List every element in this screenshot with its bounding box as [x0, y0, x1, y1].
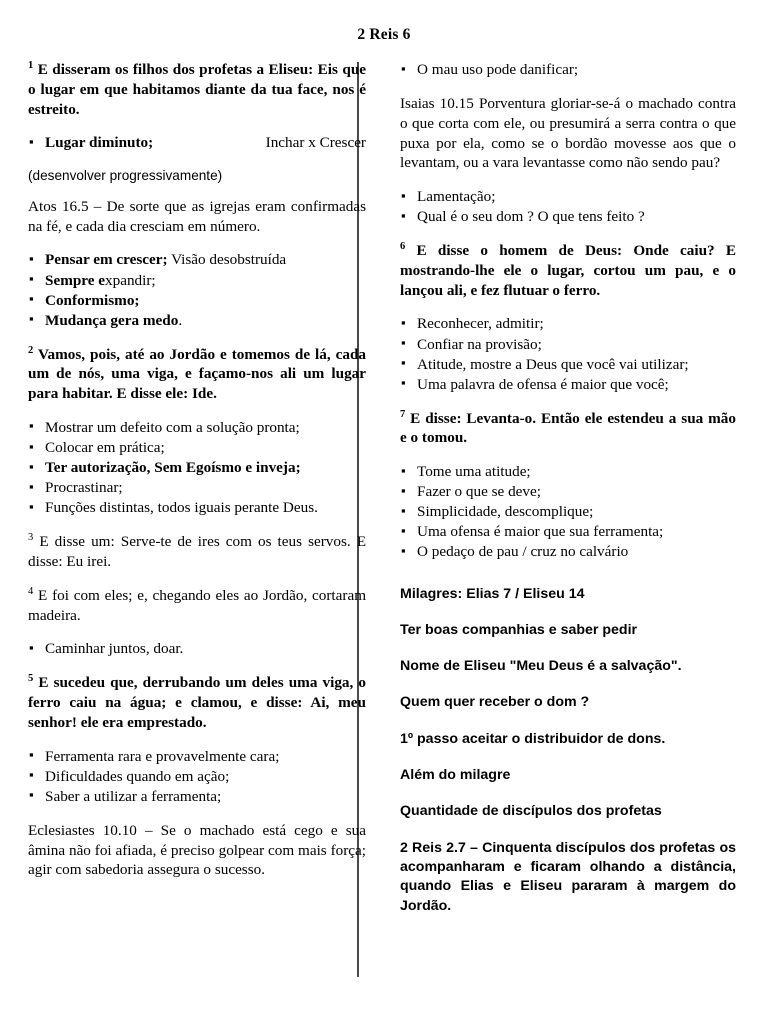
note-line: 1º passo aceitar o distribuidor de dons. — [400, 730, 666, 747]
list-item — [28, 291, 366, 311]
bullet-list-top — [400, 60, 736, 80]
list-item — [28, 639, 366, 659]
bullet-regular-text: Tome uma atitude; — [417, 463, 531, 481]
note-line: Além do milagre — [400, 767, 511, 784]
bullet-lugar-regular: Inchar x Crescer — [265, 134, 366, 152]
bullet-regular-text: Confiar na provisão; — [417, 335, 542, 353]
bullet-list-lugar — [28, 133, 366, 153]
list-item — [400, 482, 736, 502]
note-line: Ter boas companhias e saber pedir — [400, 621, 638, 638]
list-item — [28, 498, 366, 518]
note-line: Milagres: Elias 7 / Eliseu 14 — [400, 585, 585, 602]
page-title: 2 Reis 6 — [357, 26, 411, 43]
bullet-regular-text: Uma ofensa é maior que sua ferramenta; — [417, 523, 664, 541]
verse-3 — [28, 532, 366, 572]
note-line: Nome de Eliseu "Meu Deus é a salvação". — [400, 658, 682, 675]
verse-2 — [28, 345, 366, 404]
list-item — [28, 747, 366, 767]
left-column — [28, 60, 380, 894]
list-item — [400, 462, 736, 482]
verse-3-number: 3 — [28, 532, 34, 544]
bullet-regular-text: . — [178, 311, 183, 329]
list-item — [28, 458, 366, 478]
verse-3-text: E disse um: Serve-te de ires com os teus servos. E disse: Eu irei. — [28, 533, 367, 571]
bullet-list-verse5 — [28, 747, 366, 807]
bullet-regular-text: Visão desobstruída — [171, 251, 287, 269]
bullet-list-crescer — [28, 250, 366, 330]
bullet-list-verse4 — [28, 639, 366, 659]
bullet-regular-text: Dificuldades quando em ação; — [45, 767, 230, 785]
bullet-regular-text: Reconhecer, admitir; — [417, 315, 544, 333]
bullet-regular-text: O mau uso pode danificar; — [417, 61, 579, 78]
bullet-regular-text: Caminhar juntos, doar. — [45, 640, 184, 658]
atos-quote: Atos 16.5 – De sorte que as igrejas eram confirmadas na fé, e cada dia cresciam em número. — [28, 197, 366, 235]
verse-7 — [400, 409, 736, 449]
bullet-bold-text: Conformismo; — [45, 291, 140, 309]
bullet-list-verse2 — [28, 418, 366, 518]
list-item — [400, 355, 736, 375]
list-item — [400, 314, 736, 334]
verse-5 — [28, 673, 366, 732]
list-item — [28, 311, 366, 331]
bullet-regular-text: O pedaço de pau / cruz no calvário — [417, 543, 629, 561]
list-item — [400, 375, 736, 395]
bullet-bold-text: Mudança gera medo — [45, 311, 179, 329]
right-column — [380, 60, 736, 916]
bullet-regular-text: Funções distintas, todos iguais perante Deus. — [45, 499, 318, 517]
list-item — [400, 60, 736, 80]
verse-7-number: 7 — [400, 408, 406, 420]
bullet-bold-text: Pensar em crescer; — [45, 251, 168, 269]
note-line: Quem quer receber o dom ? — [400, 694, 590, 711]
bullet-regular-text: Uma palavra de ofensa é maior que você; — [417, 375, 669, 393]
verse-6 — [400, 241, 736, 300]
bullet-regular-text: Fazer o que se deve; — [417, 483, 541, 501]
bullet-regular-text: Simplicidade, descomplique; — [417, 503, 594, 521]
verse-5-number: 5 — [28, 673, 34, 685]
list-item — [28, 418, 366, 438]
bullet-regular-text: Procrastinar; — [45, 479, 123, 497]
bullet-regular-text: Colocar em prática; — [45, 439, 165, 457]
verse-6-text: E disse o homem de Deus: Onde caiu? E mostrando-lhe ele o lugar, cortou um pau, e o lançou ali, e fez flutuar o ferro. — [400, 242, 736, 299]
list-item — [28, 133, 366, 153]
list-item — [400, 522, 736, 542]
bullet-lugar-note: (desenvolver progressivamente) — [28, 168, 223, 184]
bullet-bold-text: Ter autorização, Sem Egoísmo e inveja; — [45, 459, 301, 477]
bullet-regular-text: Lamentação; — [417, 188, 496, 206]
verse-2-number: 2 — [28, 344, 34, 356]
verse-7-text: E disse: Levanta-o. Então ele estendeu a sua mão e o tomou. — [400, 409, 736, 447]
final-quote: 2 Reis 2.7 – Cinquenta discípulos dos profetas os acompanharam e ficaram olhando a distância, quando Elias e Eliseu pararam à margem do Jordão. — [400, 839, 736, 914]
list-item — [28, 478, 366, 498]
verse-1 — [28, 60, 366, 119]
notes-spacer — [400, 577, 736, 585]
bullet-regular-text: Ferramenta rara e provavelmente cara; — [45, 747, 280, 765]
verse-4-number: 4 — [28, 585, 34, 597]
eclesiastes-quote: Eclesiastes 10.10 – Se o machado está cego e sua âmina não foi afiada, é preciso golpear com mais força; agir com sabedoria assegura o sucesso. — [28, 821, 366, 879]
bullet-lugar-bold: ▪ Lugar diminuto; — [45, 134, 154, 152]
list-item — [28, 438, 366, 458]
bullet-regular-text: Atitude, mostre a Deus que você vai utilizar; — [417, 355, 689, 373]
bullet-regular-text: Saber a utilizar a ferramenta; — [45, 787, 222, 805]
bullet-regular-text: Mostrar um defeito com a solução pronta; — [45, 418, 300, 436]
bullet-bold-text: Sempre e — [45, 271, 106, 289]
bullet-regular-text: xpandir; — [105, 271, 156, 289]
bullet-regular-text: Qual é o seu dom ? O que tens feito ? — [417, 208, 645, 226]
list-item — [28, 271, 366, 291]
list-item — [28, 787, 366, 807]
verse-6-number: 6 — [400, 241, 406, 253]
isaias-quote: Isaias 10.15 Porventura gloriar-se-á o machado contra o que corta com ele, ou presumirá a serra contra o que puxa por ela, como se o bordão movesse aos que o levantam, ou a vara levantasse como não sendo pau? — [400, 95, 736, 172]
verse-4-text: E foi com eles; e, chegando eles ao Jordão, cortaram madeira. — [28, 586, 367, 624]
two-column-layout — [28, 60, 740, 916]
verse-5-text: E sucedeu que, derrubando um deles uma viga, o ferro caiu na água; e clamou, e disse: Ai, meu senhor! ele era emprestado. — [28, 674, 366, 731]
list-item — [28, 250, 366, 270]
list-item — [400, 207, 736, 227]
bullet-list-lamentacao — [400, 187, 736, 227]
bullet-list-verse7 — [400, 462, 736, 562]
verse-1-text: E disseram os filhos dos profetas a Eliseu: Eis que o lugar em que habitamos diante da tua face, nos é estreito. — [28, 61, 367, 118]
list-item — [400, 542, 736, 562]
verse-1-number: 1 — [28, 59, 34, 71]
bullet-list-verse6 — [400, 314, 736, 394]
list-item — [400, 502, 736, 522]
list-item — [400, 187, 736, 207]
list-item — [28, 767, 366, 787]
note-line: Quantidade de discípulos dos profetas — [400, 803, 662, 820]
verse-4 — [28, 586, 366, 626]
list-item — [400, 335, 736, 355]
verse-2-text: Vamos, pois, até ao Jordão e tomemos de lá, cada um de nós, uma viga, e façamo-nos ali um lugar para habitar. E disse ele: Ide. — [28, 345, 366, 403]
